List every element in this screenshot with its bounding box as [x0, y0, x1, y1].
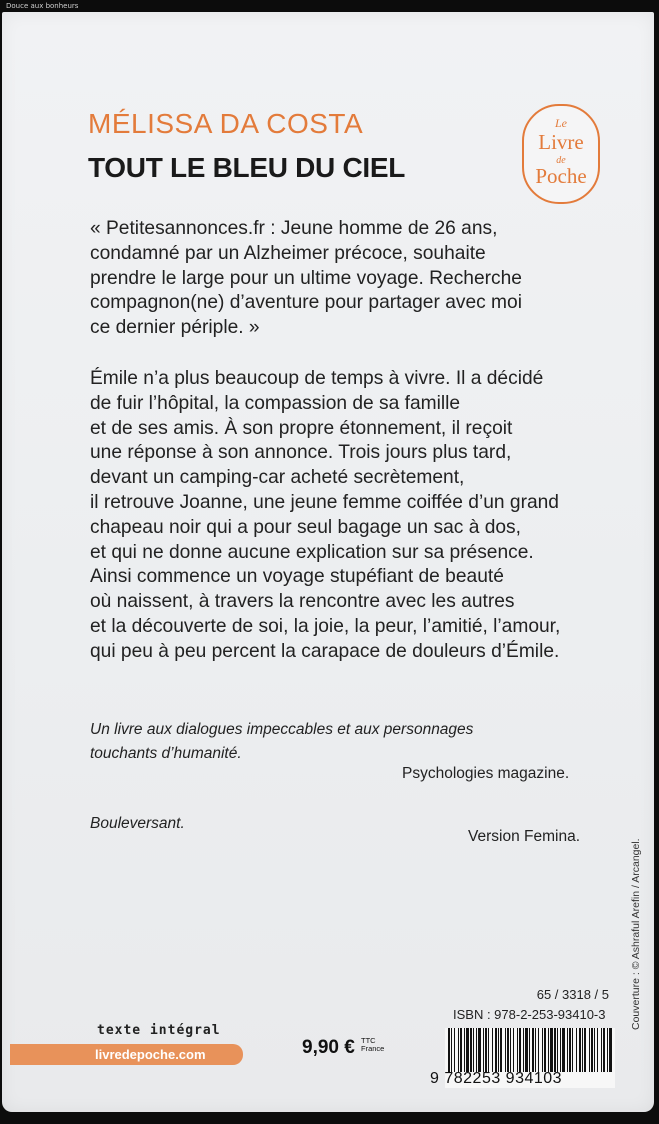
price-note-ttc: TTC: [361, 1036, 376, 1045]
review-source-psychologies: Psychologies magazine.: [402, 765, 570, 782]
price-note-france: France: [361, 1044, 385, 1053]
price-note: [361, 1037, 384, 1053]
blurb-line: et la découverte de soi, la joie, la peur, l’amitié, l’amour,: [90, 615, 561, 637]
blurb-line: chapeau noir qui a pour seul bagage un sac à dos,: [90, 516, 521, 538]
blurb-line: condamné par un Alzheimer précoce, souhaite: [90, 242, 486, 264]
blurb-line: une réponse à son annonce. Trois jours plus tard,: [90, 442, 512, 464]
blurb-line: Ainsi commence un voyage stupéfiant de beauté: [90, 566, 504, 588]
blurb-line: il retrouve Joanne, une jeune femme coiffée d’un grand: [90, 491, 559, 513]
blurb-line: de fuir l’hôpital, la compassion de sa famille: [90, 392, 461, 414]
blurb-line: Émile n’a plus beaucoup de temps à vivre. Il a décidé: [90, 368, 544, 389]
blurb-line: et de ses amis. À son propre étonnement, il reçoit: [90, 417, 513, 439]
book-back-cover: [2, 12, 654, 1112]
review-source-femina: Version Femina.: [468, 828, 580, 845]
price: 9,90 €: [302, 1037, 355, 1058]
logo-livre: Livre: [538, 130, 584, 154]
book-title: TOUT LE BLEU DU CIEL: [88, 152, 406, 183]
blurb-line: ce dernier périple. »: [90, 317, 260, 339]
blurb-quote: [90, 217, 610, 341]
watermark: Douce aux bonheurs: [6, 2, 79, 10]
blurb-summary: [90, 367, 610, 665]
livre-de-poche-logo: [522, 104, 600, 204]
blurb-line: devant un camping-car acheté secrètement,: [90, 467, 465, 489]
cover-credit: Couverture : © Ashraful Arefin / Arcangel.: [630, 838, 642, 1030]
barcode-bars: [445, 1028, 615, 1072]
blurb-line: prendre le large pour un ultime voyage. Recherche: [90, 267, 522, 289]
blurb-line: compagnon(ne) d’aventure pour partager avec moi: [90, 292, 522, 314]
blurb-line: où naissent, à travers la rencontre avec les autres: [90, 591, 515, 613]
review-psychologies: [90, 718, 590, 766]
logo-poche: Poche: [535, 164, 587, 188]
review-line: Un livre aux dialogues impeccables et aux personnages: [90, 721, 474, 738]
author-name: MÉLISSA DA COSTA: [88, 108, 364, 139]
barcode-digits: 9 782253 934103: [430, 1070, 563, 1087]
review-femina: Bouleversant.: [90, 815, 185, 832]
texte-integral-label: texte intégral: [97, 1023, 221, 1038]
logo-le: Le: [555, 116, 567, 130]
review-line: touchants d’humanité.: [90, 745, 242, 762]
reference-number: 65 / 3318 / 5: [536, 987, 609, 1002]
logo-de: de: [556, 155, 566, 166]
blurb-line: qui peu à peu percent la carapace de douleurs d’Émile.: [90, 640, 560, 662]
website-band: livredepoche.com: [10, 1044, 243, 1065]
isbn: ISBN : 978-2-253-93410-3: [453, 1007, 606, 1022]
blurb-line: « Petitesannonces.fr : Jeune homme de 26 ans,: [90, 218, 498, 239]
blurb-line: et qui ne donne aucune explication sur sa présence.: [90, 541, 534, 563]
